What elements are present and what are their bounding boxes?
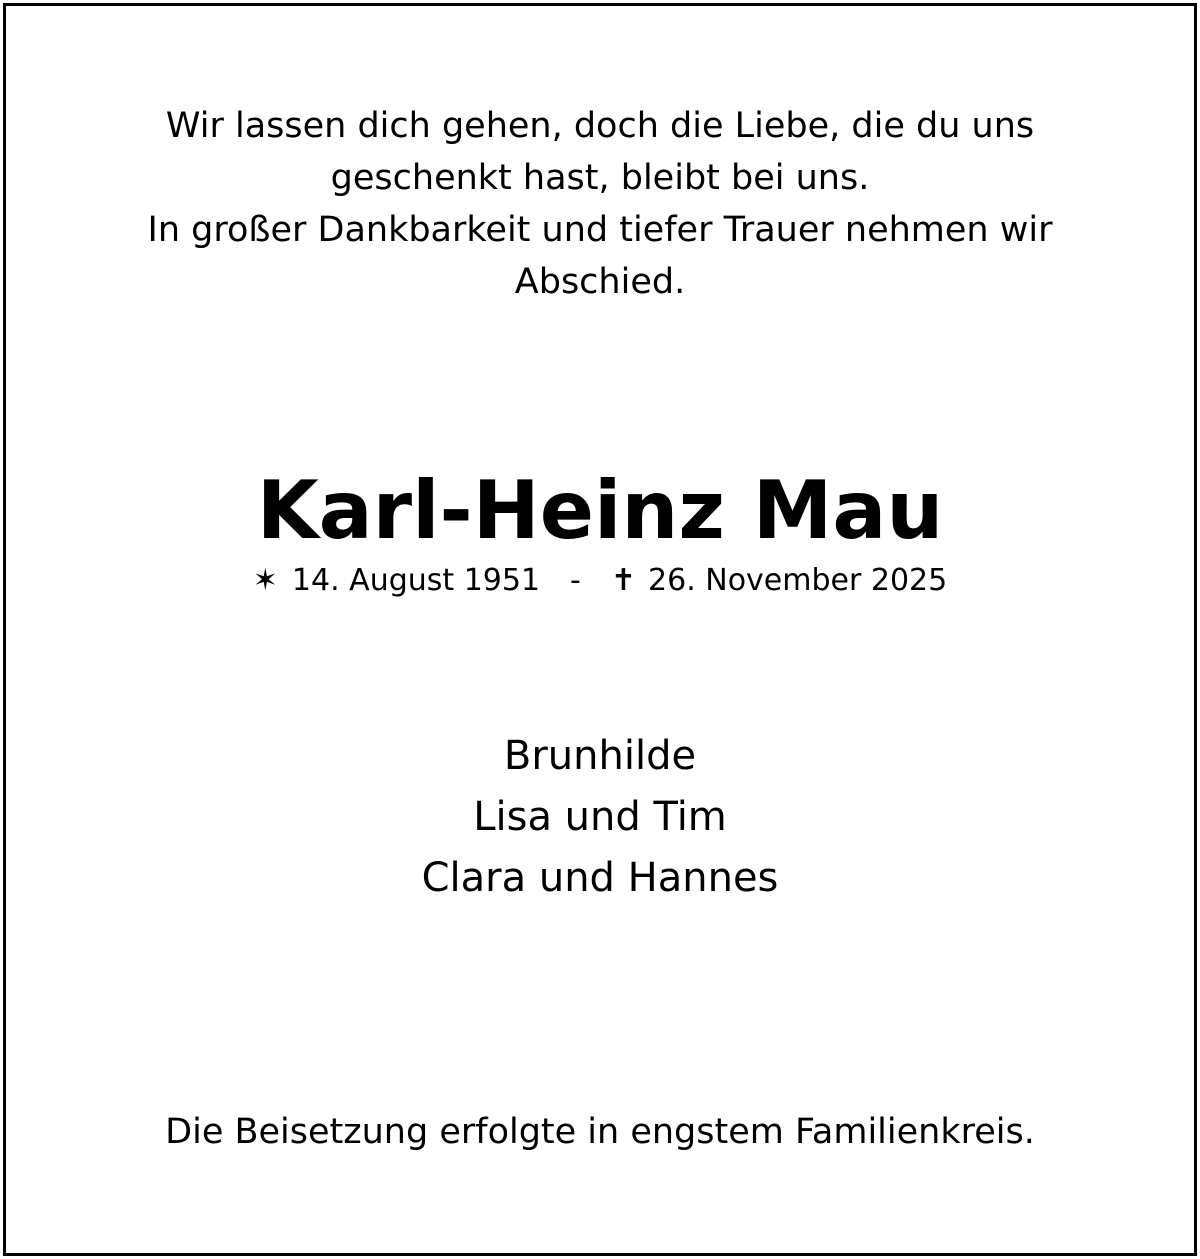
mourner-line: Clara und Hannes	[421, 855, 779, 901]
mourner-line: Lisa und Tim	[473, 794, 727, 840]
mourners-list	[6, 726, 1194, 909]
death-cross-icon: ✝	[610, 563, 637, 598]
life-dates	[6, 559, 1194, 603]
mourner-line: Brunhilde	[503, 733, 697, 779]
intro-line: Wir lassen dich gehen, doch die Liebe, die du uns	[165, 106, 1035, 146]
deceased-name: Karl-Heinz Mau	[256, 464, 944, 557]
intro-line: In großer Dankbarkeit und tiefer Trauer nehmen wir	[147, 210, 1053, 250]
intro-line: geschenkt hast, bleibt bei uns.	[330, 158, 870, 198]
birth-star-icon: ✶	[252, 563, 278, 598]
intro-text	[6, 100, 1194, 308]
intro-line: Abschied.	[514, 262, 686, 302]
burial-note: Die Beisetzung erfolgte in engstem Familienkreis.	[165, 1112, 1035, 1152]
date-separator: -	[570, 563, 581, 598]
birth-date: 14. August 1951	[291, 563, 541, 598]
death-date: 26. November 2025	[648, 563, 948, 598]
obituary-notice	[3, 3, 1197, 1256]
